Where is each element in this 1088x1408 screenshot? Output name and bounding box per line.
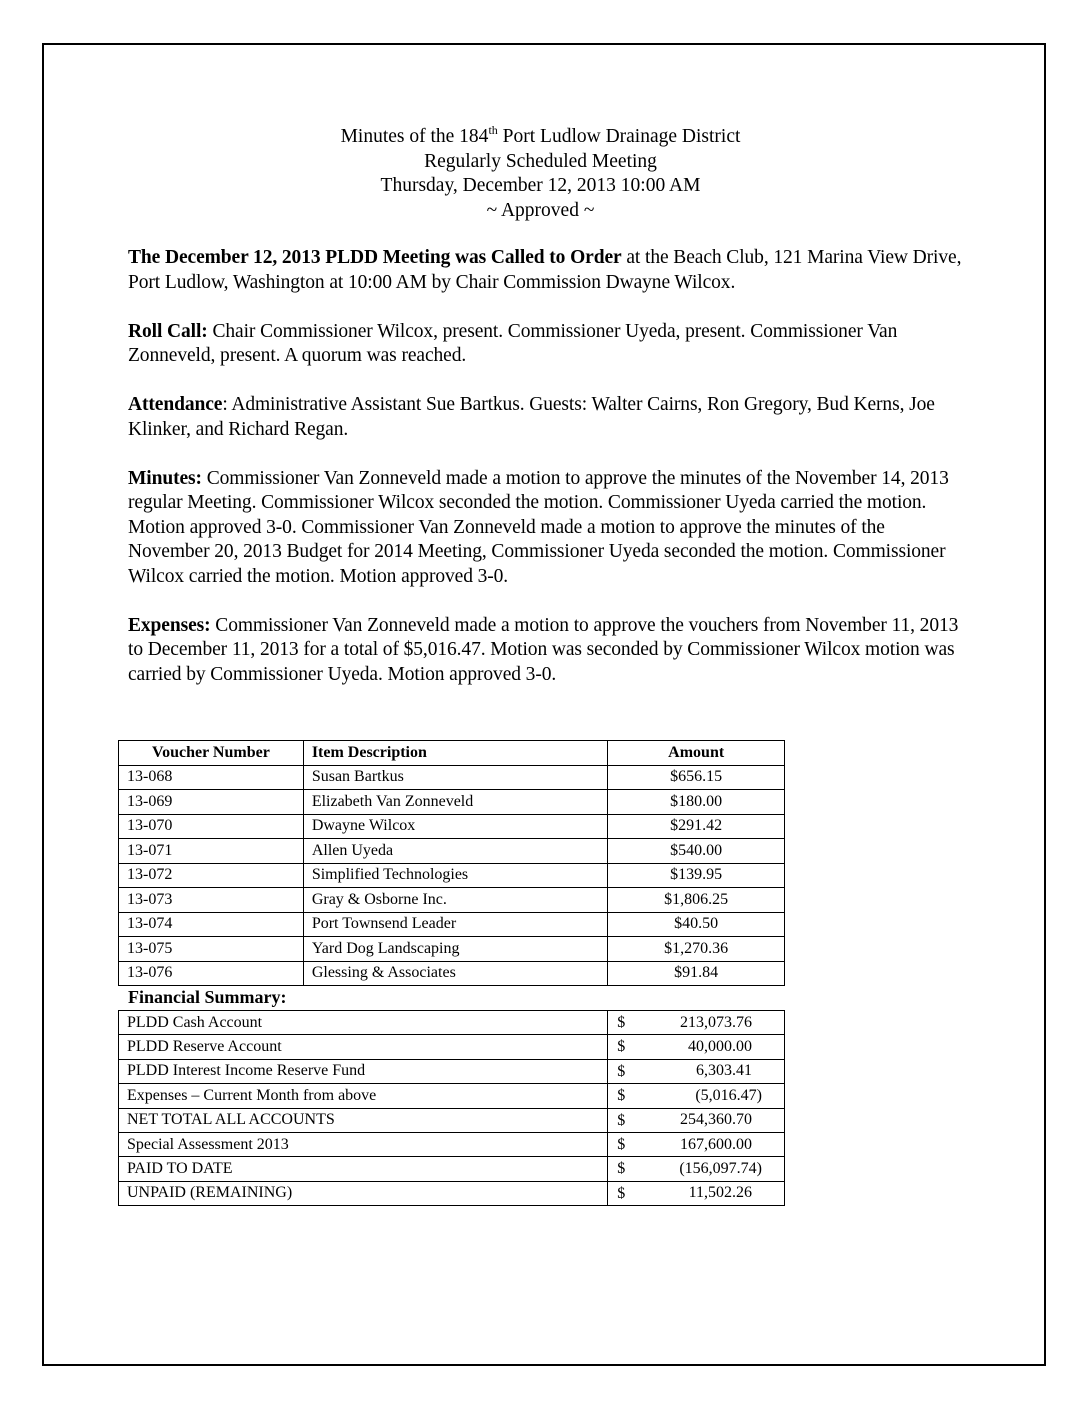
amount: $180.00 xyxy=(608,790,785,815)
amount: $540.00 xyxy=(608,839,785,864)
amount: $40.50 xyxy=(608,912,785,937)
amount: $291.42 xyxy=(608,814,785,839)
summary-row xyxy=(119,1181,785,1205)
summary-row xyxy=(119,1059,785,1083)
summary-amount: $ 213,073.76 xyxy=(608,1011,785,1035)
amount: $1,270.36 xyxy=(608,937,785,962)
table-row xyxy=(119,839,785,864)
currency-symbol: $ xyxy=(617,1111,626,1129)
amount: $1,806.25 xyxy=(608,888,785,913)
expenses-heading: Expenses: xyxy=(128,614,211,636)
summary-label: Special Assessment 2013 xyxy=(119,1132,608,1156)
header-subtitle: Regularly Scheduled Meeting xyxy=(424,150,657,172)
voucher-number: 13-073 xyxy=(119,888,304,913)
currency-symbol: $ xyxy=(617,1014,626,1031)
table-row xyxy=(119,765,785,790)
call-to-order-paragraph: The December 12, 2013 PLDD Meeting was Called to Order at the Beach Club, 121 Marina View Drive, Port Ludlow, Washington at 10:00 AM by Chair Commission Dwayne Wilcox. xyxy=(128,247,962,293)
item-description: Elizabeth Van Zonneveld xyxy=(303,790,608,815)
voucher-table xyxy=(118,740,785,986)
document-header xyxy=(118,125,963,223)
item-description: Port Townsend Leader xyxy=(303,912,608,937)
voucher-table-header xyxy=(119,741,785,766)
table-row xyxy=(119,888,785,913)
summary-row xyxy=(119,1157,785,1181)
summary-row xyxy=(119,1132,785,1156)
roll-call-paragraph: Roll Call: Chair Commissioner Wilcox, present. Commissioner Uyeda, present. Commissioner Van Zonneveld, present. A quorum was reached. xyxy=(128,320,898,366)
voucher-number: 13-070 xyxy=(119,814,304,839)
voucher-number: 13-074 xyxy=(119,912,304,937)
item-description: Susan Bartkus xyxy=(303,765,608,790)
summary-label: PLDD Interest Income Reserve Fund xyxy=(119,1059,608,1083)
header-title: Minutes of the 184th Port Ludlow Drainage District xyxy=(340,123,741,147)
summary-label: PLDD Reserve Account xyxy=(119,1035,608,1059)
voucher-number: 13-071 xyxy=(119,839,304,864)
header-status: ~ Approved ~ xyxy=(486,199,595,221)
amount: $656.15 xyxy=(608,765,785,790)
attendance-heading: Attendance xyxy=(128,394,223,415)
call-to-order-heading: The December 12, 2013 PLDD Meeting was Called to Order xyxy=(128,247,622,268)
currency-symbol: $ xyxy=(617,1087,626,1105)
table-row xyxy=(119,790,785,815)
table-row xyxy=(119,863,785,888)
summary-row xyxy=(119,1108,785,1132)
summary-amount: $ (5,016.47) xyxy=(608,1084,785,1108)
item-description: Dwayne Wilcox xyxy=(303,814,608,839)
currency-symbol: $ xyxy=(617,1160,626,1178)
currency-symbol: $ xyxy=(617,1184,626,1202)
table-row xyxy=(119,937,785,962)
summary-row xyxy=(119,1011,785,1035)
table-row xyxy=(119,912,785,937)
summary-row xyxy=(119,1084,785,1108)
column-header-voucher-number: Voucher Number xyxy=(119,741,304,766)
summary-amount: $ 11,502.26 xyxy=(608,1181,785,1205)
table-row xyxy=(119,814,785,839)
item-description: Simplified Technologies xyxy=(303,863,608,888)
attendance-paragraph: Attendance: Administrative Assistant Sue Bartkus. Guests: Walter Cairns, Ron Gregory, Bud Kerns, Joe Klinker, and Richard Regan. xyxy=(128,394,935,440)
column-header-item-description: Item Description xyxy=(303,741,608,766)
summary-label: Expenses – Current Month from above xyxy=(119,1084,608,1108)
voucher-number: 13-072 xyxy=(119,863,304,888)
voucher-number: 13-069 xyxy=(119,790,304,815)
voucher-number: 13-075 xyxy=(119,937,304,962)
summary-label: PAID TO DATE xyxy=(119,1157,608,1181)
item-description: Allen Uyeda xyxy=(303,839,608,864)
roll-call-heading: Roll Call: xyxy=(128,320,208,342)
item-description: Yard Dog Landscaping xyxy=(303,937,608,962)
financial-summary-table xyxy=(118,1010,785,1206)
column-header-amount: Amount xyxy=(608,741,785,766)
minutes-paragraph: Minutes: Commissioner Van Zonneveld made a motion to approve the minutes of the November 14, 2013 regular Meeting. Commissioner Wilcox seconded the motion. Commissioner Uyeda carried the motion. Motion approved 3-0. Commissioner Van Zonneveld made a motion to approve the minutes of the November 20, 2013 Budget for 2014 Meeting, Commissioner Uyeda seconded the motion. Commissioner Wilcox carried the motion. Motion approved 3-0. xyxy=(128,467,949,587)
voucher-number: 13-076 xyxy=(119,961,304,986)
currency-symbol: $ xyxy=(617,1038,626,1056)
summary-row xyxy=(119,1035,785,1059)
summary-amount: $ 6,303.41 xyxy=(608,1059,785,1083)
financial-summary-title: Financial Summary: xyxy=(128,987,287,1007)
document-body xyxy=(128,125,963,687)
table-row xyxy=(119,961,785,986)
summary-label: PLDD Cash Account xyxy=(119,1011,608,1035)
summary-label: UNPAID (REMAINING) xyxy=(119,1181,608,1205)
summary-label: NET TOTAL ALL ACCOUNTS xyxy=(119,1108,608,1132)
currency-symbol: $ xyxy=(617,1135,626,1153)
minutes-heading: Minutes: xyxy=(128,467,202,489)
expenses-paragraph: Expenses: Commissioner Van Zonneveld made a motion to approve the vouchers from November 11, 2013 to December 11, 2013 for a total of $5,016.47. Motion was seconded by Commissioner Wilcox motion was carried by Commissioner Uyeda. Motion approved 3-0. xyxy=(128,614,959,685)
amount: $139.95 xyxy=(608,863,785,888)
currency-symbol: $ xyxy=(617,1062,626,1080)
amount: $91.84 xyxy=(608,961,785,986)
header-datetime: Thursday, December 12, 2013 10:00 AM xyxy=(380,175,701,196)
item-description: Gray & Osborne Inc. xyxy=(303,888,608,913)
summary-amount: $ 40,000.00 xyxy=(608,1035,785,1059)
item-description: Glessing & Associates xyxy=(303,961,608,986)
summary-amount: $ (156,097.74) xyxy=(608,1157,785,1181)
summary-amount: $ 254,360.70 xyxy=(608,1108,785,1132)
summary-amount: $ 167,600.00 xyxy=(608,1132,785,1156)
voucher-number: 13-068 xyxy=(119,765,304,790)
